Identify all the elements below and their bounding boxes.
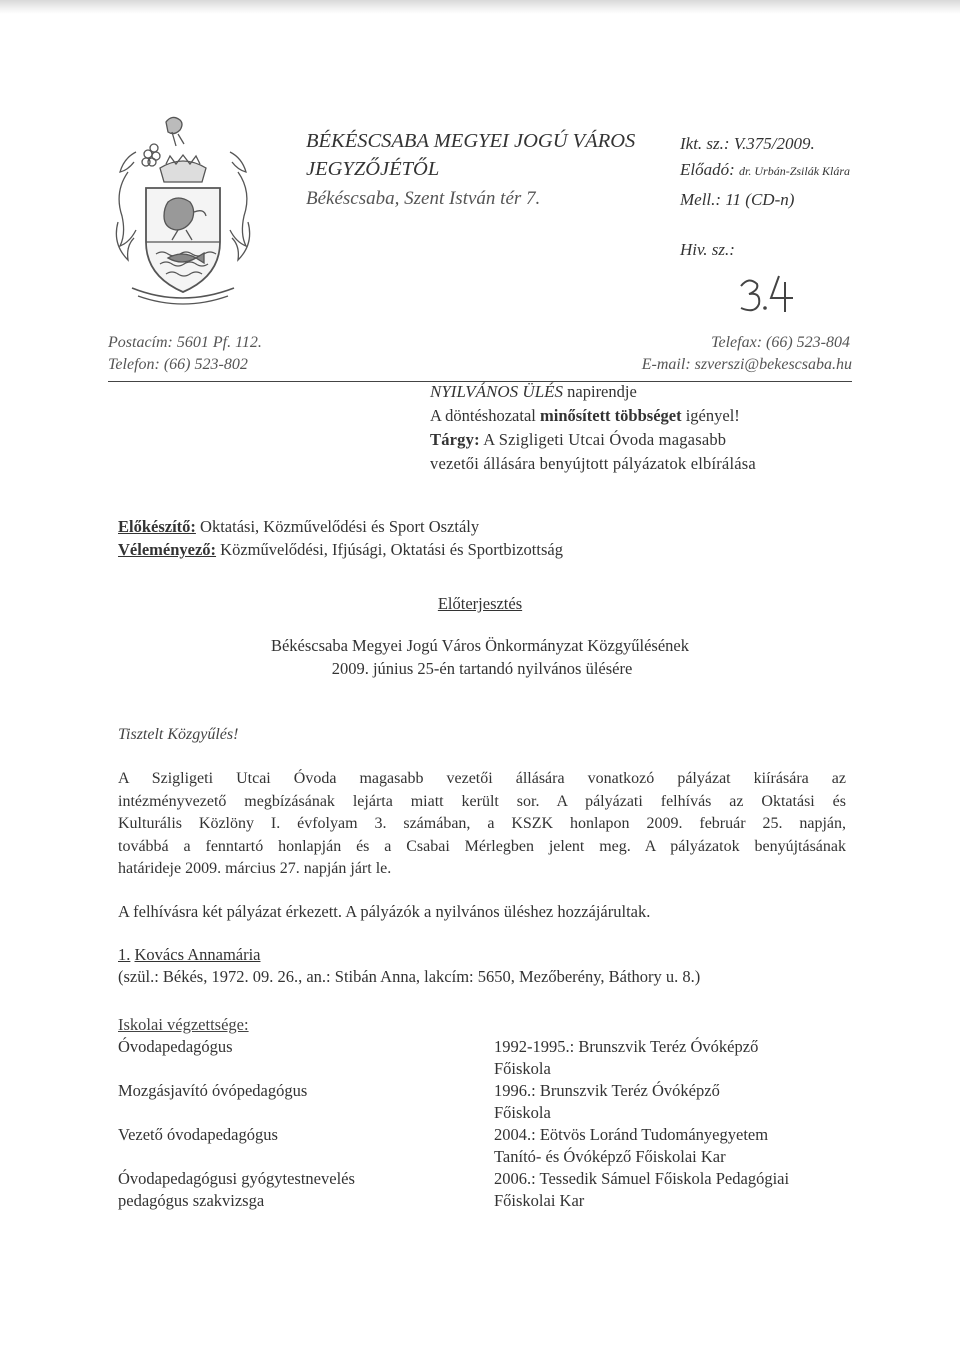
candidate-number: 1. xyxy=(118,945,131,964)
education-institution: Főiskolai Kar xyxy=(494,1191,585,1210)
handwritten-mark xyxy=(735,272,805,316)
email[interactable]: E-mail: szverszi@bekescsaba.hu xyxy=(641,356,852,373)
subject-line1: Tárgy: A Szigligeti Utcai Óvoda magasabb xyxy=(430,430,727,449)
attachments: Mell.: 11 (CD-n) xyxy=(680,190,795,209)
education-institution: Főiskola xyxy=(494,1103,551,1122)
education-qualification: Vezető óvodapedagógus xyxy=(118,1125,278,1144)
proposal-date: 2009. június 25-én tartandó nyilvános ülésére xyxy=(331,659,633,678)
candidate-heading xyxy=(118,945,261,965)
postal-address: Postacím: 5601 Pf. 112. xyxy=(108,334,262,351)
scan-edge xyxy=(0,0,960,14)
handwritten-number xyxy=(735,272,805,321)
education-qualification: Óvodapedagógus xyxy=(118,1037,233,1056)
education-institution: 2006.: Tessedik Sámuel Főiskola Pedagógiai xyxy=(494,1169,790,1188)
education-qualification: Óvodapedagógusi gyógytestnevelés xyxy=(118,1169,355,1188)
preparer-label: Előkészítő: xyxy=(118,517,196,536)
education-qualification: pedagógus szakvizsga xyxy=(118,1191,265,1210)
presenter xyxy=(680,160,850,180)
reviewer-value: Közművelődési, Ifjúsági, Oktatási és Sportbizottság xyxy=(216,540,563,559)
org-address: Békéscsaba, Szent István tér 7. xyxy=(306,188,541,209)
reviewer-label: Véleményező: xyxy=(118,540,217,559)
public-session-label: NYILVÁNOS ÜLÉS xyxy=(430,382,564,401)
proposal-addressee: Békéscsaba Megyei Jogú Város Önkormányzat Közgyűlésének xyxy=(270,636,690,655)
education-institution: 2004.: Eötvös Loránd Tudományegyetem xyxy=(494,1125,769,1144)
subject-line2: vezetői állására benyújtott pályázatok elbírálása xyxy=(430,454,756,473)
subject-label: Tárgy: xyxy=(430,430,480,449)
paragraph-line: intézményvezető megbízásának lejárta miatt került sor. A pályázati felhívás az Oktatási és xyxy=(118,792,846,810)
salutation: Tisztelt Közgyűlés! xyxy=(118,726,239,743)
preparer xyxy=(118,517,479,537)
meeting-type xyxy=(430,382,637,402)
education-institution: 1992-1995.: Brunszvik Teréz Óvóképző xyxy=(494,1037,759,1056)
file-number: Ikt. sz.: V.375/2009. xyxy=(680,134,815,153)
paragraph-line: továbbá a fenntartó honlapján és a Csabai Mérlegben jelent meg. A pályázatok benyújtásának xyxy=(118,837,846,855)
education-institution: Főiskola xyxy=(494,1059,551,1078)
paragraph-line: határideje 2009. március 27. napján járt le. xyxy=(118,860,392,877)
qualified-majority: minősített többséget xyxy=(539,406,682,425)
presenter-label: Előadó: xyxy=(680,160,735,179)
reference-number: Hiv. sz.: xyxy=(680,240,735,259)
education-heading: Iskolai végzettsége: xyxy=(118,1015,249,1034)
education-qualification: Mozgásjavító óvópedagógus xyxy=(118,1081,308,1100)
agenda-suffix: napirendje xyxy=(563,382,637,401)
candidate-details: (szül.: Békés, 1972. 09. 26., an.: Stibán Anna, lakcím: 5650, Mezőberény, Báthory u. 8.) xyxy=(118,967,701,986)
fax: Telefax: (66) 523-804 xyxy=(711,334,850,351)
org-name-line2: JEGYZŐJÉTŐL xyxy=(306,158,440,180)
candidate-name: Kovács Annamária xyxy=(134,945,261,964)
phone: Telefon: (66) 523-802 xyxy=(108,356,248,373)
proposal-title: Előterjesztés xyxy=(437,594,523,613)
education-institution: 1996.: Brunszvik Teréz Óvóképző xyxy=(494,1081,720,1100)
paragraph-line: A Szigligeti Utcai Óvoda magasabb vezetői állására vonatkozó pályázat kiírására az xyxy=(118,770,846,787)
paragraph-line: Kulturális Közlöny I. évfolyam 3. számában, a KSZK honlapon 2009. február 25. napján, xyxy=(118,815,846,832)
presenter-name: dr. Urbán-Zsilák Klára xyxy=(739,164,851,178)
body-paragraph-1 xyxy=(118,768,846,881)
coat-of-arms-emblem xyxy=(108,112,258,310)
education-institution: Tanító- és Óvóképző Főiskolai Kar xyxy=(494,1147,726,1166)
body-paragraph-2: A felhívásra két pályázat érkezett. A pályázók a nyilvános üléshez hozzájárultak. xyxy=(118,902,651,921)
org-name-line1: BÉKÉSCSABA MEGYEI JOGÚ VÁROS xyxy=(306,130,636,152)
decision-requirement: A döntéshozatal minősített többséget igényel! xyxy=(430,406,740,425)
preparer-value: Oktatási, Közművelődési és Sport Osztály xyxy=(195,517,480,536)
reviewer xyxy=(118,540,563,560)
